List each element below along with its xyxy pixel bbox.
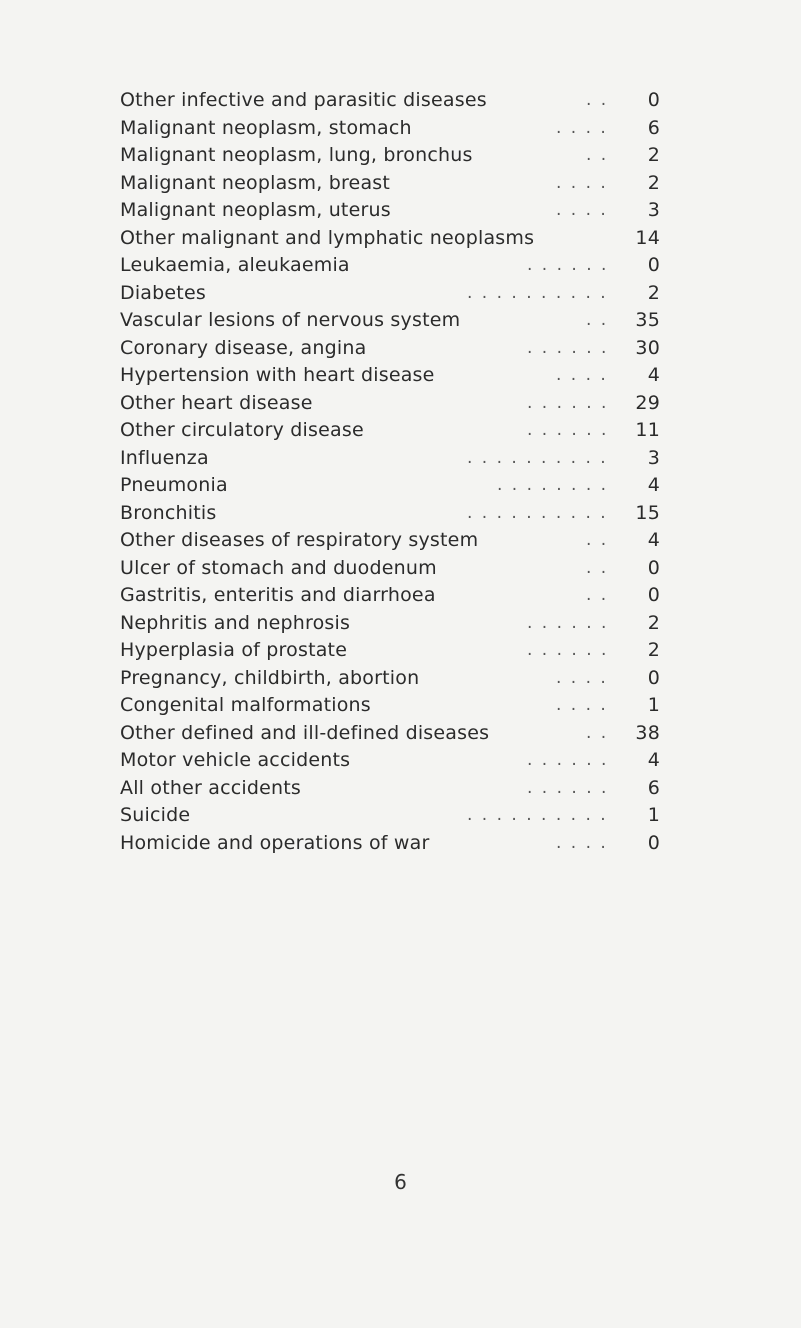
dot-leader: . . <box>586 145 609 165</box>
table-row <box>120 197 660 225</box>
table-row <box>120 362 660 390</box>
table-row <box>120 747 660 775</box>
death-count: 0 <box>647 89 660 111</box>
cause-label: Gastritis, enteritis and diarrhoea <box>120 584 436 606</box>
cause-label: Malignant neoplasm, breast <box>120 171 391 194</box>
cause-label: Vascular lesions of nervous system <box>120 309 461 331</box>
table-row <box>120 335 660 363</box>
death-count: 1 <box>647 804 660 826</box>
dot-leader: . . . . . . . . . . <box>467 282 608 303</box>
death-count: 38 <box>635 721 660 744</box>
death-count: 0 <box>647 666 660 689</box>
dot-leader: . . <box>586 722 609 743</box>
dot-leader: . . . . <box>556 667 608 688</box>
table-row <box>120 170 660 198</box>
cause-label: Pregnancy, childbirth, abortion <box>120 666 420 689</box>
causes-of-death-table <box>120 87 660 857</box>
dot-leader: . . <box>586 530 609 550</box>
table-row <box>120 527 660 555</box>
death-count: 4 <box>647 529 660 551</box>
death-count: 3 <box>647 199 660 221</box>
dot-leader: . . . . <box>556 695 608 715</box>
table-row <box>120 87 660 115</box>
dot-leader: . . . . . . <box>527 612 609 633</box>
table-row <box>120 720 660 748</box>
death-count: 6 <box>647 776 660 799</box>
dot-leader: . . . . . . <box>527 750 609 770</box>
death-count: 0 <box>647 254 660 276</box>
death-count: 0 <box>647 584 660 606</box>
death-count: 2 <box>647 171 660 194</box>
dot-leader: . . . . . . <box>527 777 609 798</box>
cause-label: Nephritis and nephrosis <box>120 611 351 634</box>
cause-label: Other heart disease <box>120 391 313 414</box>
death-count: 1 <box>647 694 660 716</box>
cause-label: Other infective and parasitic diseases <box>120 89 487 111</box>
cause-label: Other defined and ill-defined diseases <box>120 721 490 744</box>
cause-label: Malignant neoplasm, lung, bronchus <box>120 144 473 166</box>
dot-leader: . . . . <box>556 832 608 853</box>
dot-leader: . . <box>586 585 609 605</box>
death-count: 30 <box>635 336 660 359</box>
cause-label: Malignant neoplasm, stomach <box>120 116 412 139</box>
table-row <box>120 390 660 418</box>
dot-leader: . . . . . . <box>527 640 609 660</box>
cause-label: Motor vehicle accidents <box>120 749 351 771</box>
death-count: 2 <box>647 639 660 661</box>
dot-leader: . . . . . . . . . . <box>467 447 608 468</box>
cause-label: Hyperplasia of prostate <box>120 639 348 661</box>
cause-label: Hypertension with heart disease <box>120 364 435 386</box>
table-row <box>120 252 660 280</box>
death-count: 4 <box>647 749 660 771</box>
death-count: 15 <box>635 501 660 524</box>
dot-leader: . . . . <box>556 117 608 138</box>
dot-leader: . . . . . . . . <box>497 475 609 495</box>
dot-leader: . . <box>586 310 609 330</box>
dot-leader: . . . . . . <box>527 337 609 358</box>
dot-leader: . . . . . . <box>527 420 609 440</box>
table-row <box>120 225 660 253</box>
cause-label: Malignant neoplasm, uterus <box>120 199 391 221</box>
dot-leader: . . . . . . . . . . <box>467 805 608 825</box>
table-row <box>120 665 660 693</box>
table-row <box>120 142 660 170</box>
cause-label: Other malignant and lymphatic neoplasms <box>120 226 535 249</box>
death-count: 29 <box>635 391 660 414</box>
table-row <box>120 472 660 500</box>
cause-label: Influenza <box>120 446 209 469</box>
dot-leader: . . . . . . <box>527 255 609 275</box>
dot-leader: . . <box>586 90 609 110</box>
death-count: 0 <box>647 556 660 579</box>
table-row <box>120 555 660 583</box>
cause-label: Ulcer of stomach and duodenum <box>120 556 437 579</box>
death-count: 4 <box>647 474 660 496</box>
cause-label: Bronchitis <box>120 501 217 524</box>
dot-leader: . . . . . . <box>527 392 609 413</box>
table-row <box>120 775 660 803</box>
dot-leader: . . . . . . . . . . <box>467 502 608 523</box>
death-count: 0 <box>647 831 660 854</box>
death-count: 35 <box>635 309 660 331</box>
cause-label: Coronary disease, angina <box>120 336 367 359</box>
table-row <box>120 307 660 335</box>
death-count: 11 <box>635 419 660 441</box>
table-row <box>120 582 660 610</box>
cause-label: Leukaemia, aleukaemia <box>120 254 350 276</box>
cause-label: Congenital malformations <box>120 694 371 716</box>
table-row <box>120 417 660 445</box>
cause-label: Pneumonia <box>120 474 228 496</box>
table-row <box>120 500 660 528</box>
cause-label: All other accidents <box>120 776 302 799</box>
dot-leader: . . . . <box>556 172 608 193</box>
page-number: 6 <box>394 1170 407 1194</box>
table-row <box>120 830 660 858</box>
cause-label: Other circulatory disease <box>120 419 364 441</box>
dot-leader: . . . . <box>556 365 608 385</box>
death-count: 3 <box>647 446 660 469</box>
table-row <box>120 115 660 143</box>
table-row <box>120 637 660 665</box>
death-count: 2 <box>647 281 660 304</box>
death-count: 2 <box>647 144 660 166</box>
table-row <box>120 610 660 638</box>
death-count: 14 <box>635 226 660 249</box>
table-row <box>120 802 660 830</box>
dot-leader: . . . . <box>556 200 608 220</box>
cause-label: Homicide and operations of war <box>120 831 430 854</box>
cause-label: Diabetes <box>120 281 206 304</box>
table-row <box>120 692 660 720</box>
table-row <box>120 280 660 308</box>
death-count: 2 <box>647 611 660 634</box>
death-count: 6 <box>647 116 660 139</box>
table-row <box>120 445 660 473</box>
dot-leader: . . <box>586 557 609 578</box>
cause-label: Suicide <box>120 804 191 826</box>
death-count: 4 <box>647 364 660 386</box>
cause-label: Other diseases of respiratory system <box>120 529 479 551</box>
